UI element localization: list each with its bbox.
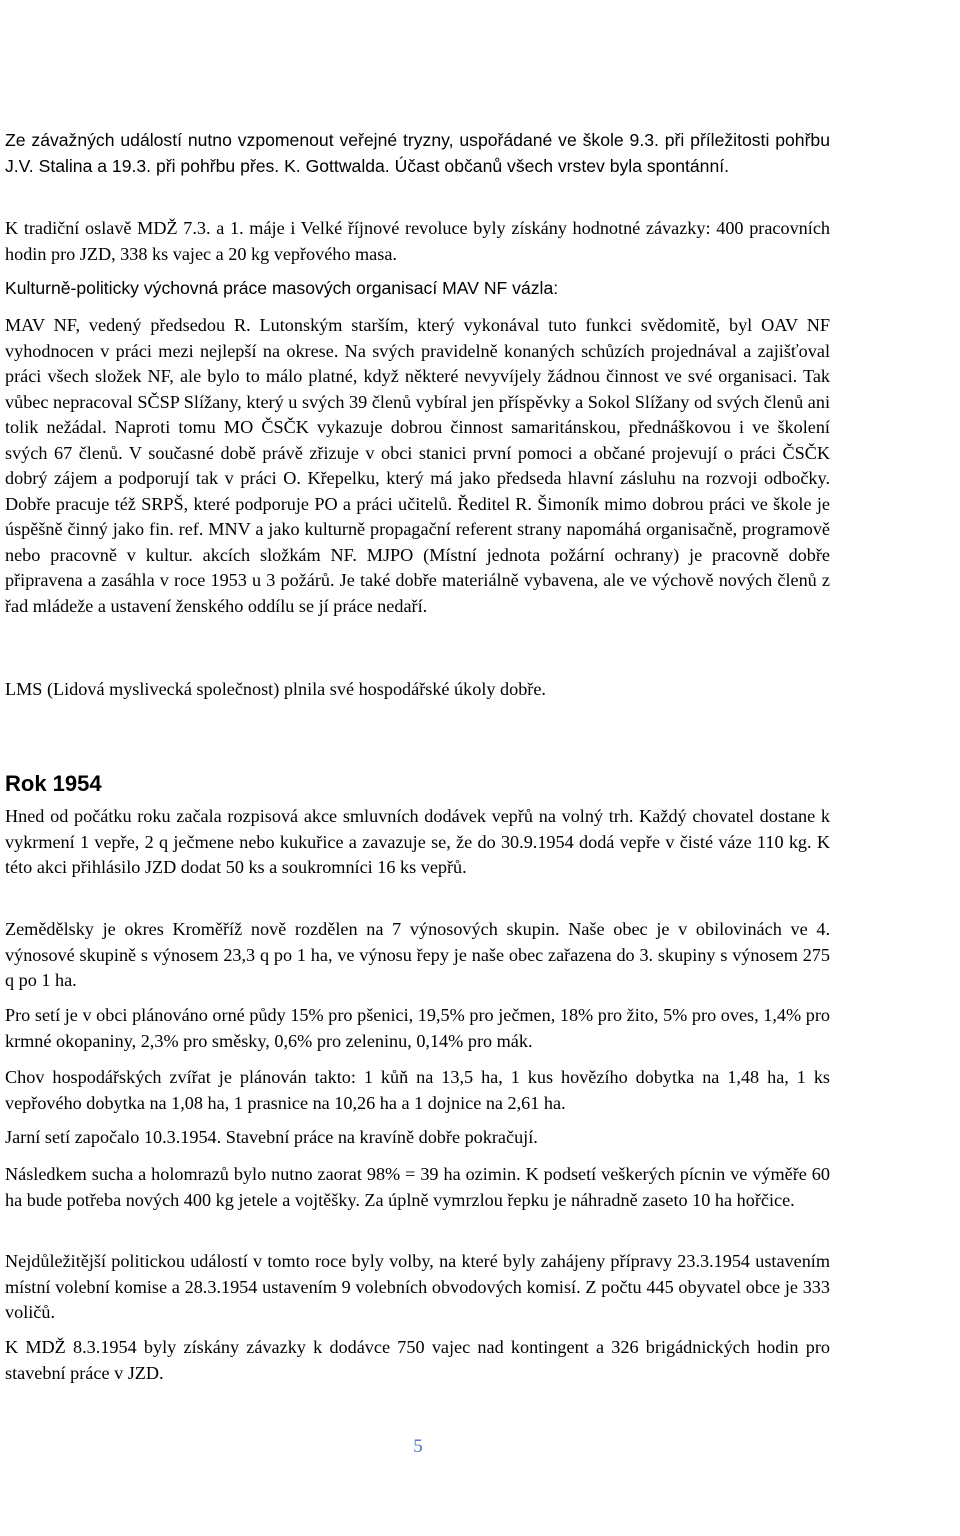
paragraph-mdz-pledges-1953: K tradiční oslavě MDŽ 7.3. a 1. máje i Velké říjnové revoluce byly získány hodnotné závazky: 400 pracovních hodin pro JZD, 338 ks vajec a 20 kg vepřového masa. <box>5 218 830 264</box>
paragraph-cultural-work-intro: Kulturně-politicky výchovná práce masových organisací MAV NF vázla: <box>5 278 559 298</box>
paragraph-elections: Nejdůležitější politickou událostí v tomto roce byly volby, na které byly zahájeny přípravy 23.3.1954 ustavením místní volební komise a 28.3.1954 ustavením 9 volebních obvodových komisí. Z počtu 445 obyvatel obce je 333 voličů. <box>5 1251 830 1322</box>
paragraph-pig-contracts: Hned od počátku roku začala rozpisová akce smluvních dodávek vepřů na volný trh. Každý chovatel dostane k vykrmení 1 vepře, 2 q ječmene nebo kukuřice a zavazuje se, že do 30.9.1954 dodá vepře v čisté váze 110 kg. K této akci přihlásilo JZD dodat 50 ks a soukromníci 16 ks vepřů. <box>5 806 830 877</box>
page-number: 5 <box>413 1436 423 1457</box>
paragraph-mav-nf: MAV NF, vedený předsedou R. Lutonským starším, který vykonával tuto funkci svědomitě, byl OAV NF vyhodnocen v práci mezi nejlepší na okrese. Na svých pravidelně konaných schůzích projednával a zajišťoval práci všech složek NF, ale bylo to málo platné, když některé nevyvíjely žádnou činnost ve své organisaci. Tak vůbec nepracoval SČSP Slížany, který u svých 39 členů vybíral jen příspěvky a Sokol Slížany od svých členů ani tolik nežádal. Naproti tomu MO ČSČK vykazuje dobrou činnost samaritánskou, přednáškovou i ve školení svých 67 členů. V současné době právě zřizuje v obci stanici první pomoci a občané projevují o práci ČSČK dobrý zájem a podporují tak v práci O. Křepelku, který má jako předseda hlavní zásluhu na rozvoji odbočky. Dobře pracuje též SRPŠ, které podporuje PO a práci učitelů. Ředitel R. Šimoník mimo dobrou práci ve škole je úspěšně činný jako fin. ref. MNV a jako kulturně propagační referent strany napomáhá organisačně, programově nebo pracovně v kultur. akcích složkám NF. MJPO (Místní jednota požární ochrany) je pracovně dobře připravena a zasáhla v roce 1953 u 3 požárů. Je také dobře materiálně vybavena, ale ve výchově nových členů z řad mládeže a ustavení ženského oddílu se jí práce nedaří. <box>5 315 830 616</box>
paragraph-memorial-events: Ze závažných událostí nutno vzpomenout veřejné tryzny, uspořádané ve škole 9.3. při příležitosti pohřbu J.V. Stalina a 19.3. při pohřbu přes. K. Gottwalda. Účast občanů všech vrstev byla spontánní. <box>5 130 830 176</box>
paragraph-livestock-plan: Chov hospodářských zvířat je plánován takto: 1 kůň na 13,5 ha, 1 kus hovězího dobytka na 1,48 ha, 1 ks vepřového dobytka na 1,08 ha, 1 prasnice na 10,26 ha a 1 dojnice na 2,61 ha. <box>5 1067 830 1113</box>
paragraph-spring-sowing: Jarní setí započalo 10.3.1954. Stavební práce na kravíně dobře pokračují. <box>5 1127 538 1147</box>
paragraph-sowing-plan: Pro setí je v obci plánováno orné půdy 15% pro pšenici, 19,5% pro ječmen, 18% pro žito, 5% pro oves, 1,4% pro krmné okopaniny, 2,3% pro směsky, 0,6% pro zeleninu, 0,14% pro mák. <box>5 1005 830 1051</box>
paragraph-drought-frost: Následkem sucha a holomrazů bylo nutno zaorat 98% = 39 ha ozimin. K podsetí veškerých pícnin ve výměře 60 ha bude potřeba nových 400 kg jetele a vojtěšky. Za úplně vymrzlou řepku je náhradně zaseto 10 ha hořčice. <box>5 1164 830 1210</box>
paragraph-lms: LMS (Lidová myslivecká společnost) plnila své hospodářské úkoly dobře. <box>5 679 546 699</box>
paragraph-yield-groups: Zemědělsky je okres Kroměříž nově rozdělen na 7 výnosových skupin. Naše obec je v obilovinách ve 4. výnosové skupině s výnosem 23,3 q po 1 ha, ve výnosu řepy je naše obec zařazena do 3. skupiny s výnosem 275 q po 1 ha. <box>5 919 830 990</box>
paragraph-mdz-pledges-1954: K MDŽ 8.3.1954 byly získány závazky k dodávce 750 vajec nad kontingent a 326 brigádnických hodin pro stavební práce v JZD. <box>5 1337 830 1383</box>
section-heading-1954: Rok 1954 <box>5 771 102 796</box>
